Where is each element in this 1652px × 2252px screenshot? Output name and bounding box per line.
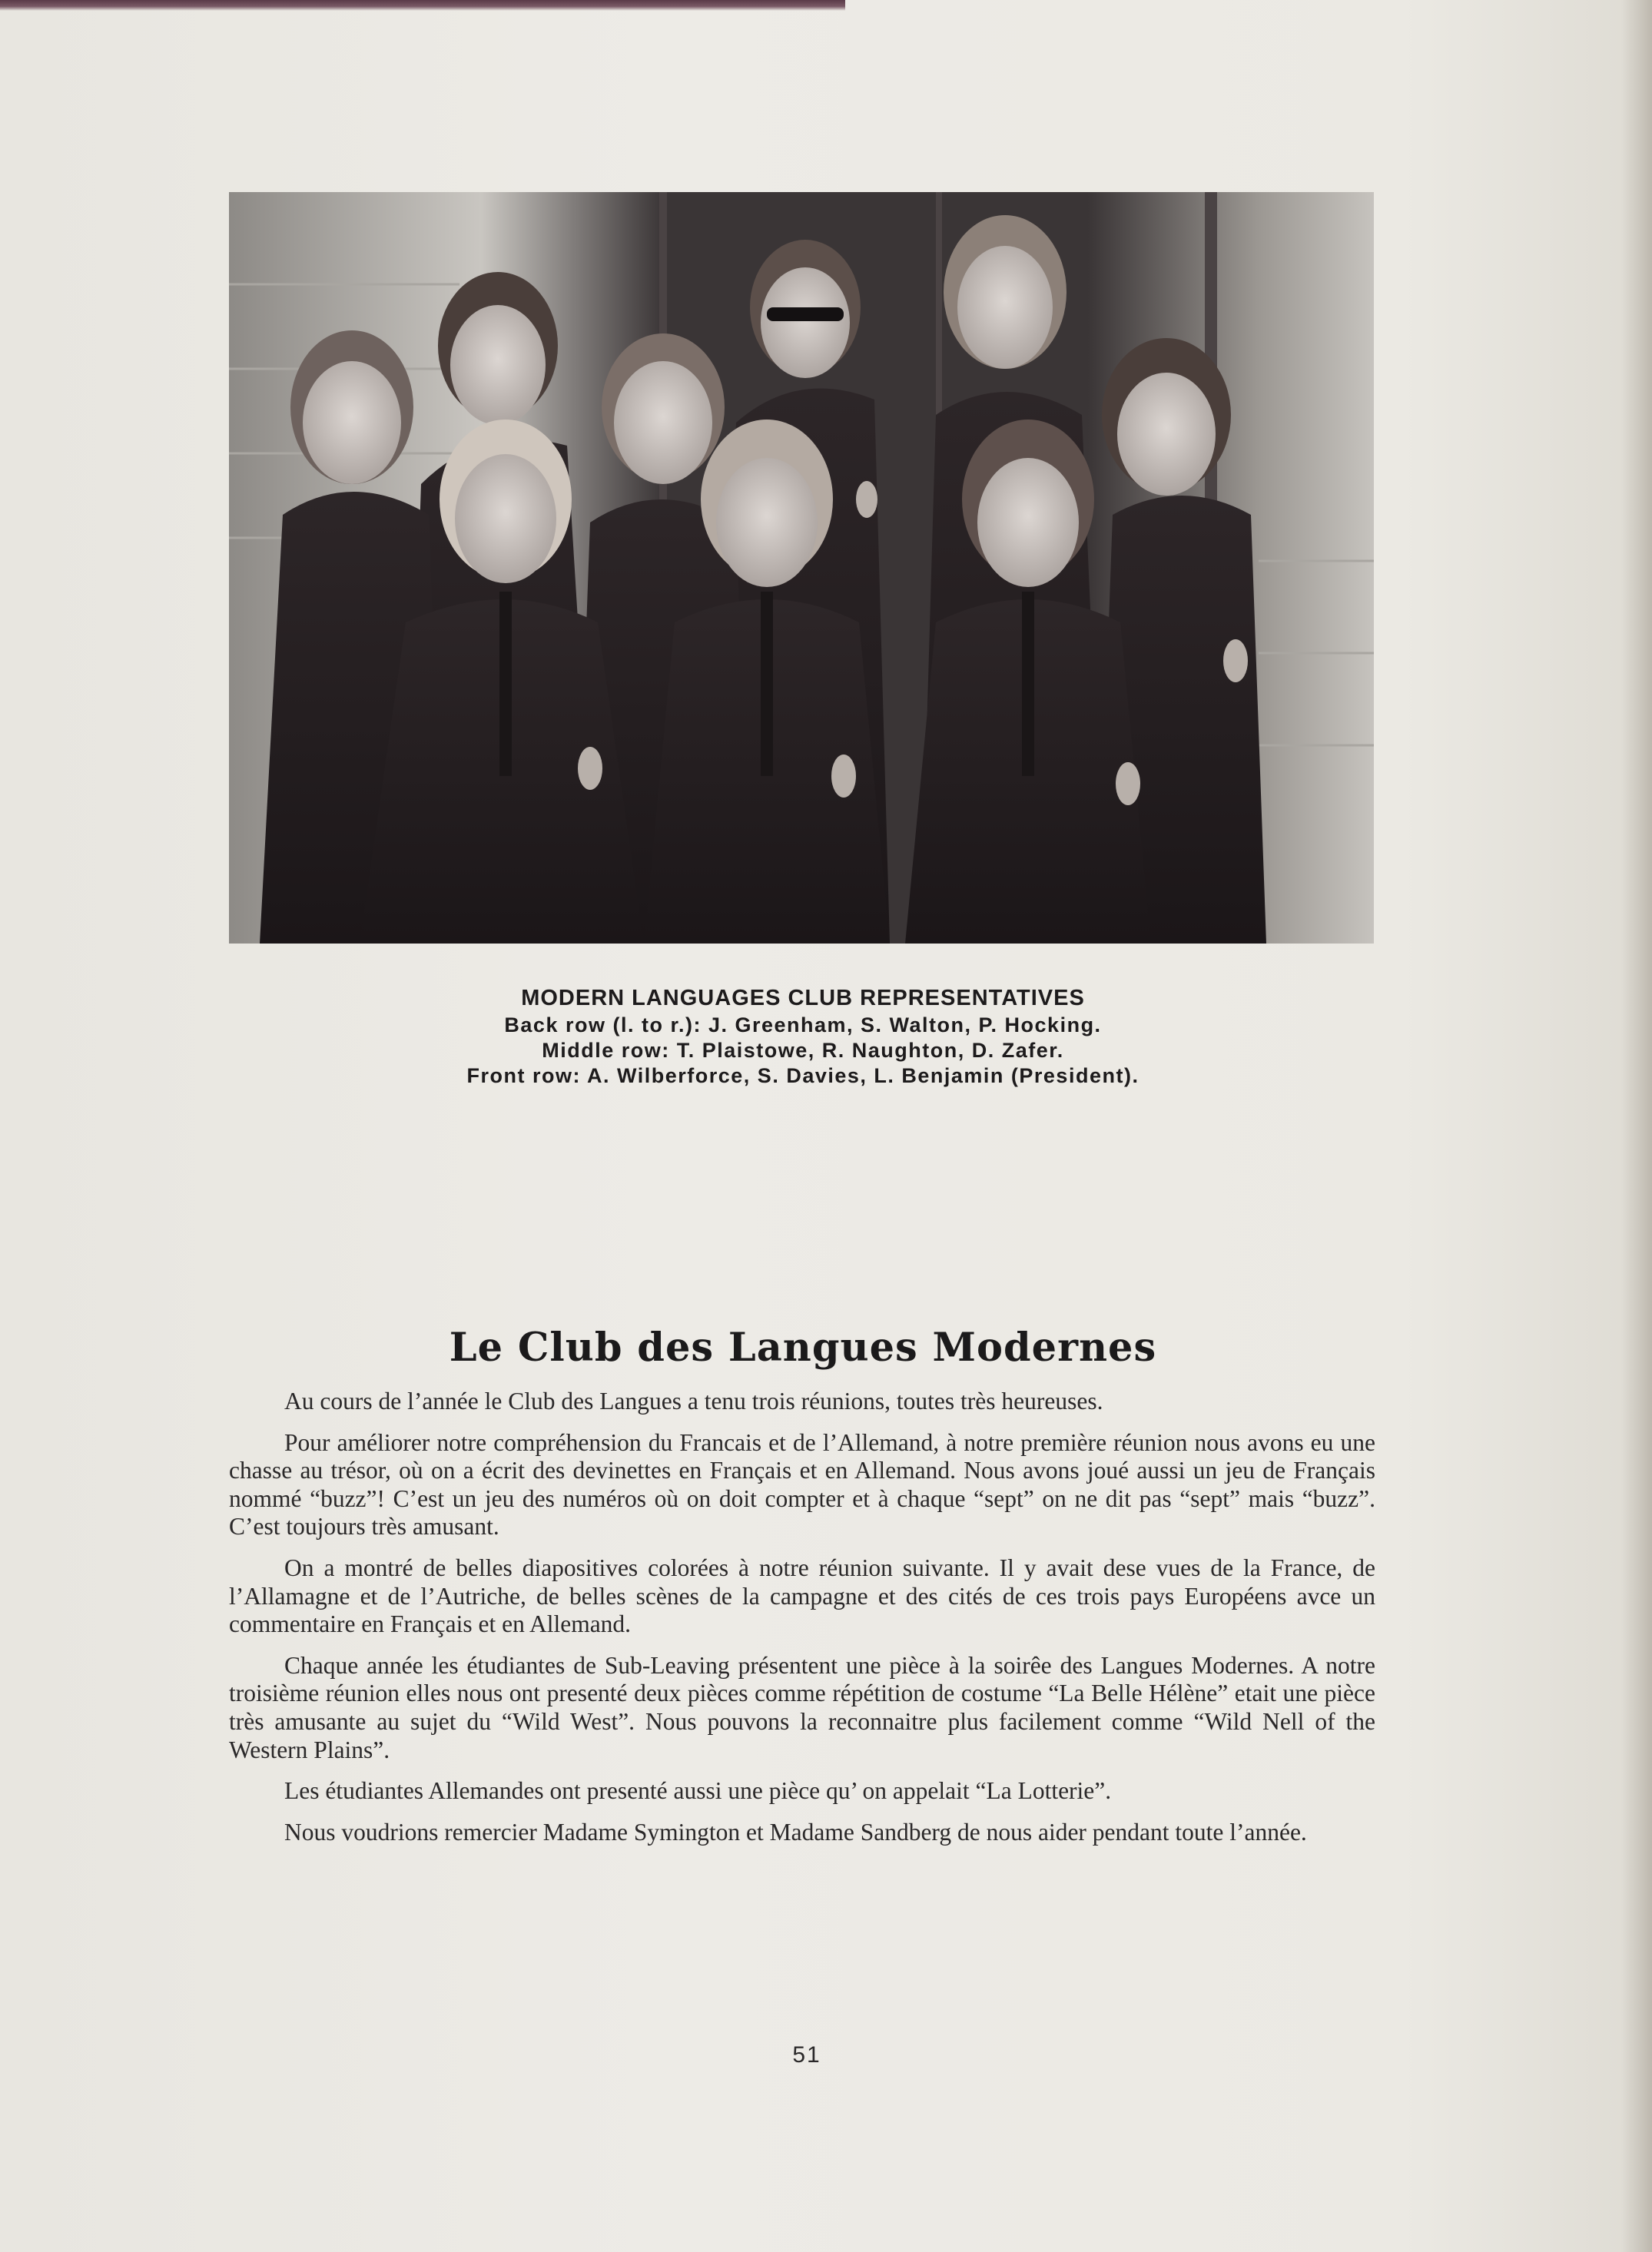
caption-front-row: Front row: A. Wilberforce, S. Davies, L. Benjamin (President).	[466, 1064, 1139, 1087]
group-photo	[229, 192, 1374, 944]
caption-back-row: Back row (l. to r.): J. Greenham, S. Walton, P. Hocking.	[504, 1013, 1102, 1036]
article-paragraph: Les étudiantes Allemandes ont presenté aussi une pièce qu’ on appelait “La Lotterie”.	[284, 1777, 1112, 1805]
page-right-edge	[1621, 0, 1652, 2252]
article-paragraph: Chaque année les étudiantes de Sub-Leaving présentent une pièce à la soirêe des Langues Modernes. A notre troisième réunion elles nous ont presenté deux pièces comme répétition de costume “La Belle Hélène” etait une pièce très amusante au sujet du “Wild West”. Nous pouvons la reconnaitre plus facilement comme “Wild Nell of the Western Plains”.	[229, 1651, 1375, 1763]
page-top-edge	[0, 0, 845, 11]
photo-caption	[231, 983, 1375, 1089]
caption-middle-row: Middle row: T. Plaistowe, R. Naughton, D. Zafer.	[542, 1039, 1064, 1062]
article-paragraph: Nous voudrions remercier Madame Symington et Madame Sandberg de nous aider pendant toute l’année.	[284, 1818, 1307, 1846]
article-heading: Le Club des Langues Modernes	[449, 1325, 1157, 1371]
article-paragraph: Pour améliorer notre compréhension du Francais et de l’Allemand, à notre première réunion nous avons eu une chasse au trésor, où on a écrit des devinettes en Français et en Allemand. Nous avons joué aussi un jeu de Français nommé “buzz”! C’est un jeu des numéros où on doit compter et à chaque “sept” on ne dit pas “sept” mais “buzz”. C’est toujours très amusant.	[229, 1428, 1375, 1541]
caption-title: MODERN LANGUAGES CLUB REPRESENTATIVES	[521, 986, 1085, 1010]
article-body	[229, 1388, 1375, 1859]
article-paragraph: Au cours de l’année le Club des Langues a tenu trois réunions, toutes très heureuses.	[284, 1388, 1103, 1415]
article-paragraph: On a montré de belles diapositives colorées à notre réunion suivante. Il y avait dese vues de la France, de l’Allamagne et de l’Autriche, de belles scènes de la campagne et des cités de ces trois pays Européens avce un commentaire en Français et en Allemand.	[229, 1554, 1375, 1638]
page-number: 51	[792, 2042, 821, 2068]
